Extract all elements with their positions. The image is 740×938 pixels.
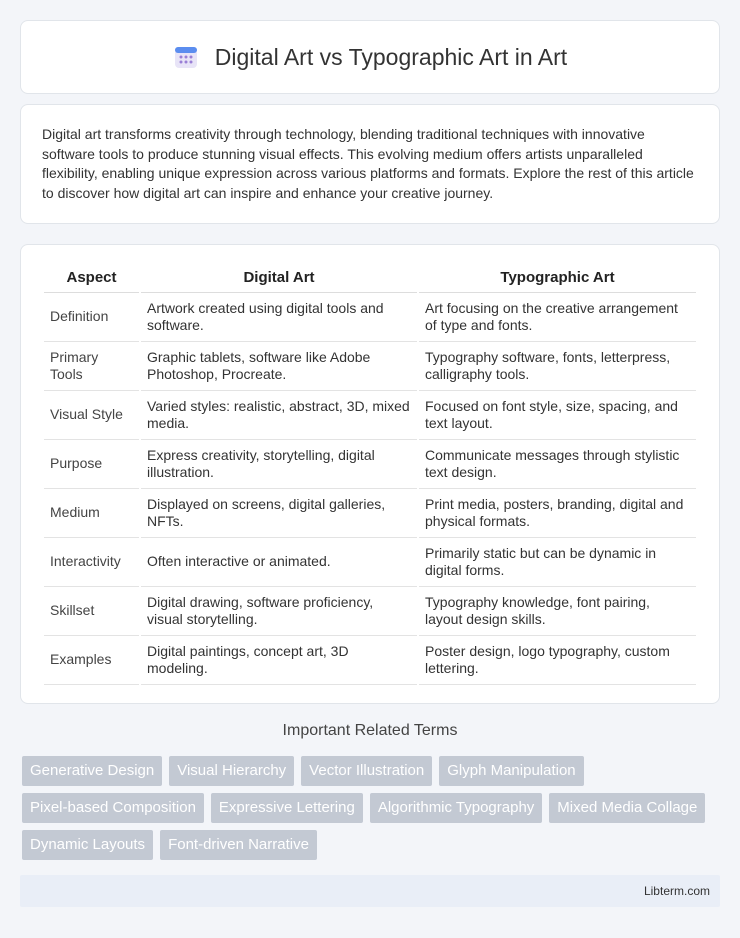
page-title: Digital Art vs Typographic Art in Art — [214, 43, 568, 70]
table-row — [44, 391, 696, 440]
related-term-tag[interactable]: Glyph Manipulation — [439, 756, 583, 786]
related-term-tag[interactable]: Font-driven Narrative — [160, 830, 317, 860]
row-aspect: Skillset — [44, 587, 139, 636]
row-typographic-art: Art focusing on the creative arrangement of type and fonts. — [419, 293, 696, 342]
related-term-tag[interactable]: Generative Design — [22, 756, 162, 786]
table-row — [44, 440, 696, 489]
row-aspect: Purpose — [44, 440, 139, 489]
row-aspect: Definition — [44, 293, 139, 342]
row-digital-art: Displayed on screens, digital galleries, NFTs. — [141, 489, 417, 538]
table-row — [44, 538, 696, 587]
row-typographic-art: Typography knowledge, font pairing, layout design skills. — [419, 587, 696, 636]
calendar-grid-icon — [173, 44, 199, 70]
related-terms-title: Important Related Terms — [282, 722, 458, 739]
related-term-tag[interactable]: Visual Hierarchy — [169, 756, 294, 786]
row-typographic-art: Communicate messages through stylistic text design. — [419, 440, 696, 489]
row-digital-art: Digital drawing, software proficiency, visual storytelling. — [141, 587, 417, 636]
row-aspect: Examples — [44, 636, 139, 685]
table-row — [44, 636, 696, 685]
row-aspect: Medium — [44, 489, 139, 538]
related-term-tag[interactable]: Algorithmic Typography — [370, 793, 542, 823]
row-aspect: Visual Style — [44, 391, 139, 440]
related-term-tag[interactable]: Mixed Media Collage — [549, 793, 705, 823]
related-term-tag[interactable]: Vector Illustration — [301, 756, 432, 786]
row-typographic-art: Focused on font style, size, spacing, and text layout. — [419, 391, 696, 440]
row-digital-art: Digital paintings, concept art, 3D modeling. — [141, 636, 417, 685]
row-digital-art: Often interactive or animated. — [141, 538, 417, 587]
table-row — [44, 342, 696, 391]
row-typographic-art: Primarily static but can be dynamic in digital forms. — [419, 538, 696, 587]
table-row — [44, 293, 696, 342]
related-term-tag[interactable]: Expressive Lettering — [211, 793, 363, 823]
header-typographic-art: Typographic Art — [419, 263, 696, 293]
footer — [20, 875, 720, 907]
comparison-table — [42, 263, 698, 685]
row-digital-art: Varied styles: realistic, abstract, 3D, mixed media. — [141, 391, 417, 440]
footer-brand-link[interactable]: Libterm.com — [643, 884, 710, 898]
row-typographic-art: Print media, posters, branding, digital and physical formats. — [419, 489, 696, 538]
comparison-card — [20, 244, 720, 704]
table-row — [44, 587, 696, 636]
related-terms-list — [22, 756, 722, 867]
row-aspect: Primary Tools — [44, 342, 139, 391]
related-term-tag[interactable]: Pixel-based Composition — [22, 793, 204, 823]
table-header-row — [44, 263, 696, 293]
intro-text: Digital art transforms creativity through technology, blending traditional techniques with innovative software tools to produce stunning visual effects. This evolving medium offers artists unparalleled flexibility, enabling unique expression across various platforms and formats. Explore the rest of this article to discover how digital art can inspire and enhance your creative journey. — [42, 126, 694, 201]
header-digital-art: Digital Art — [141, 263, 417, 293]
row-typographic-art: Poster design, logo typography, custom lettering. — [419, 636, 696, 685]
related-term-tag[interactable]: Dynamic Layouts — [22, 830, 153, 860]
table-row — [44, 489, 696, 538]
row-aspect: Interactivity — [44, 538, 139, 587]
row-digital-art: Graphic tablets, software like Adobe Photoshop, Procreate. — [141, 342, 417, 391]
row-digital-art: Artwork created using digital tools and software. — [141, 293, 417, 342]
row-digital-art: Express creativity, storytelling, digital illustration. — [141, 440, 417, 489]
row-typographic-art: Typography software, fonts, letterpress, calligraphy tools. — [419, 342, 696, 391]
header-aspect: Aspect — [44, 263, 139, 293]
intro-card — [20, 104, 720, 224]
header-card — [20, 20, 720, 94]
